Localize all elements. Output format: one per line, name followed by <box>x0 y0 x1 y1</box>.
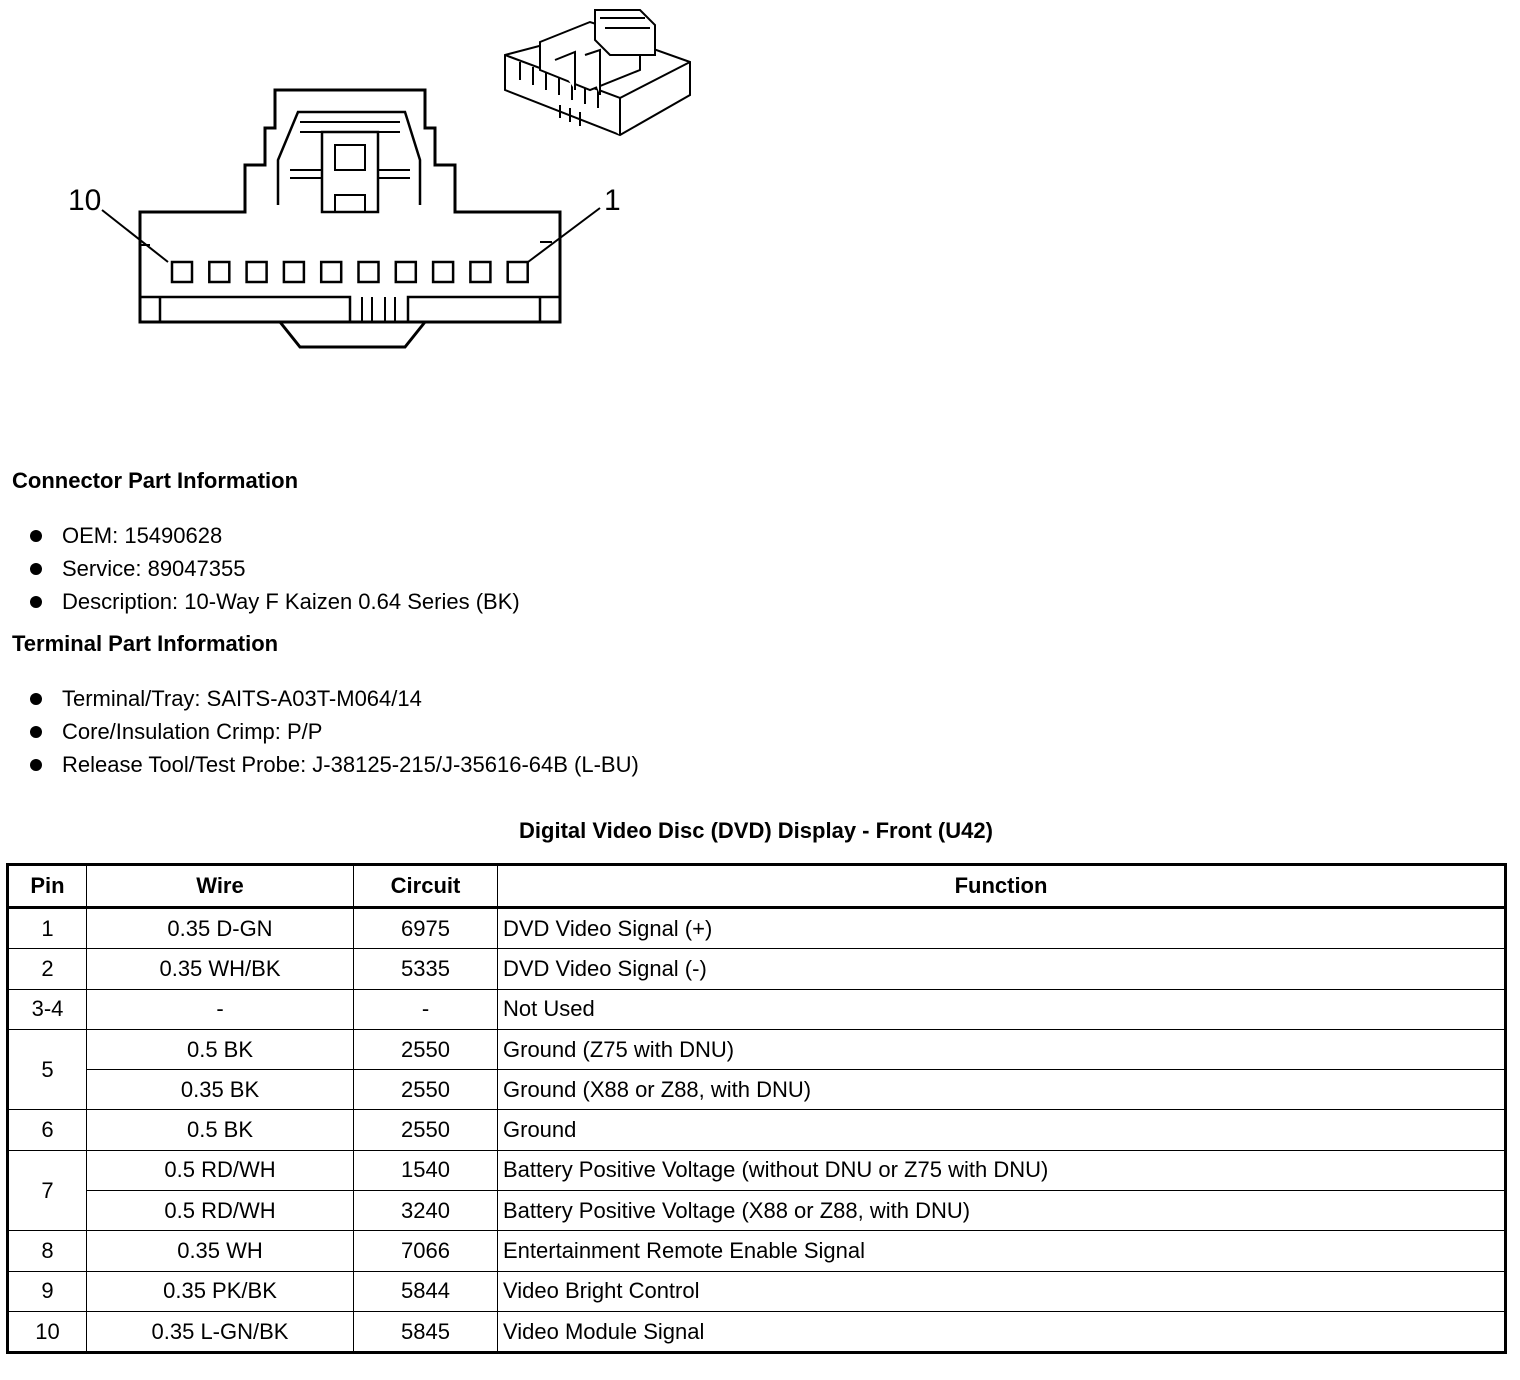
table-row <box>8 1231 1506 1271</box>
circuit-cell: 1540 <box>354 1150 498 1190</box>
function-cell: DVD Video Signal (+) <box>498 908 1506 949</box>
pin-cell: 7 <box>8 1150 87 1231</box>
function-cell: Video Module Signal <box>498 1311 1506 1352</box>
function-cell: Battery Positive Voltage (X88 or Z88, with DNU) <box>498 1191 1506 1231</box>
connector-diagram <box>0 0 720 360</box>
table-row <box>8 1150 1506 1190</box>
pin-cell: 6 <box>8 1110 87 1150</box>
pin-cavity <box>284 262 304 282</box>
circuit-cell: 7066 <box>354 1231 498 1271</box>
pin-cavity <box>470 262 490 282</box>
connector-part-info-list <box>28 519 520 618</box>
circuit-cell: 3240 <box>354 1191 498 1231</box>
circuit-cell: 5335 <box>354 949 498 989</box>
pin-cavity <box>508 262 528 282</box>
circuit-cell: 5845 <box>354 1311 498 1352</box>
function-cell: Entertainment Remote Enable Signal <box>498 1231 1506 1271</box>
function-cell: Ground <box>498 1110 1506 1150</box>
pin-cell: 2 <box>8 949 87 989</box>
column-header-wire: Wire <box>87 865 354 908</box>
wire-cell: 0.35 D-GN <box>87 908 354 949</box>
table-row <box>8 1070 1506 1110</box>
table-row <box>8 1311 1506 1352</box>
wire-cell: 0.35 L-GN/BK <box>87 1311 354 1352</box>
circuit-cell: 2550 <box>354 1029 498 1069</box>
pin-cavity <box>247 262 267 282</box>
table-row <box>8 1110 1506 1150</box>
pin-cavities <box>172 262 528 282</box>
circuit-cell: 2550 <box>354 1070 498 1110</box>
function-cell: Ground (X88 or Z88, with DNU) <box>498 1070 1506 1110</box>
circuit-cell: - <box>354 989 498 1029</box>
pin-cell: 1 <box>8 908 87 949</box>
circuit-cell: 5844 <box>354 1271 498 1311</box>
column-header-pin: Pin <box>8 865 87 908</box>
connector-isometric-view <box>505 10 690 135</box>
wire-cell: 0.35 PK/BK <box>87 1271 354 1311</box>
pin-cell: 8 <box>8 1231 87 1271</box>
pin-cavity <box>172 262 192 282</box>
terminal-part-info-heading: Terminal Part Information <box>12 631 279 656</box>
pin-label-10: 10 <box>68 184 102 217</box>
function-cell: Battery Positive Voltage (without DNU or Z75 with DNU) <box>498 1150 1506 1190</box>
pin-cell: 5 <box>8 1029 87 1110</box>
wire-cell: 0.35 WH/BK <box>87 949 354 989</box>
table-row <box>8 1029 1506 1069</box>
table-header-row <box>8 865 1506 908</box>
pin-cell: 9 <box>8 1271 87 1311</box>
pin-cavity <box>433 262 453 282</box>
table-row <box>8 1191 1506 1231</box>
pin-cavity <box>209 262 229 282</box>
wire-cell: - <box>87 989 354 1029</box>
connector-face-view <box>140 90 560 347</box>
list-item: Release Tool/Test Probe: J-38125-215/J-35616-64B (L-BU) <box>28 748 639 781</box>
wire-cell: 0.5 RD/WH <box>87 1191 354 1231</box>
circuit-cell: 2550 <box>354 1110 498 1150</box>
pin-table <box>6 863 1507 1354</box>
pin-cavity <box>321 262 341 282</box>
table-title: Digital Video Disc (DVD) Display - Front (U42) <box>519 818 993 843</box>
function-cell: Video Bright Control <box>498 1271 1506 1311</box>
list-item: Core/Insulation Crimp: P/P <box>28 715 639 748</box>
leader-line-right <box>528 208 600 262</box>
wire-cell: 0.5 RD/WH <box>87 1150 354 1190</box>
pin-cavity <box>359 262 379 282</box>
list-item: Terminal/Tray: SAITS-A03T-M064/14 <box>28 682 639 715</box>
function-cell: Not Used <box>498 989 1506 1029</box>
list-item: Description: 10-Way F Kaizen 0.64 Series (BK) <box>28 585 520 618</box>
connector-part-info-heading: Connector Part Information <box>12 468 299 493</box>
table-row <box>8 989 1506 1029</box>
column-header-function: Function <box>498 865 1506 908</box>
circuit-cell: 6975 <box>354 908 498 949</box>
list-item: OEM: 15490628 <box>28 519 520 552</box>
table-row <box>8 908 1506 949</box>
wire-cell: 0.35 WH <box>87 1231 354 1271</box>
pin-label-1: 1 <box>604 184 621 217</box>
pin-cell: 3-4 <box>8 989 87 1029</box>
wire-cell: 0.5 BK <box>87 1029 354 1069</box>
list-item: Service: 89047355 <box>28 552 520 585</box>
pin-cavity <box>396 262 416 282</box>
wire-cell: 0.5 BK <box>87 1110 354 1150</box>
pin-cell: 10 <box>8 1311 87 1352</box>
leader-line-left <box>102 210 168 262</box>
column-header-circuit: Circuit <box>354 865 498 908</box>
function-cell: Ground (Z75 with DNU) <box>498 1029 1506 1069</box>
terminal-part-info-list <box>28 682 639 781</box>
table-row <box>8 1271 1506 1311</box>
table-row <box>8 949 1506 989</box>
function-cell: DVD Video Signal (-) <box>498 949 1506 989</box>
wire-cell: 0.35 BK <box>87 1070 354 1110</box>
